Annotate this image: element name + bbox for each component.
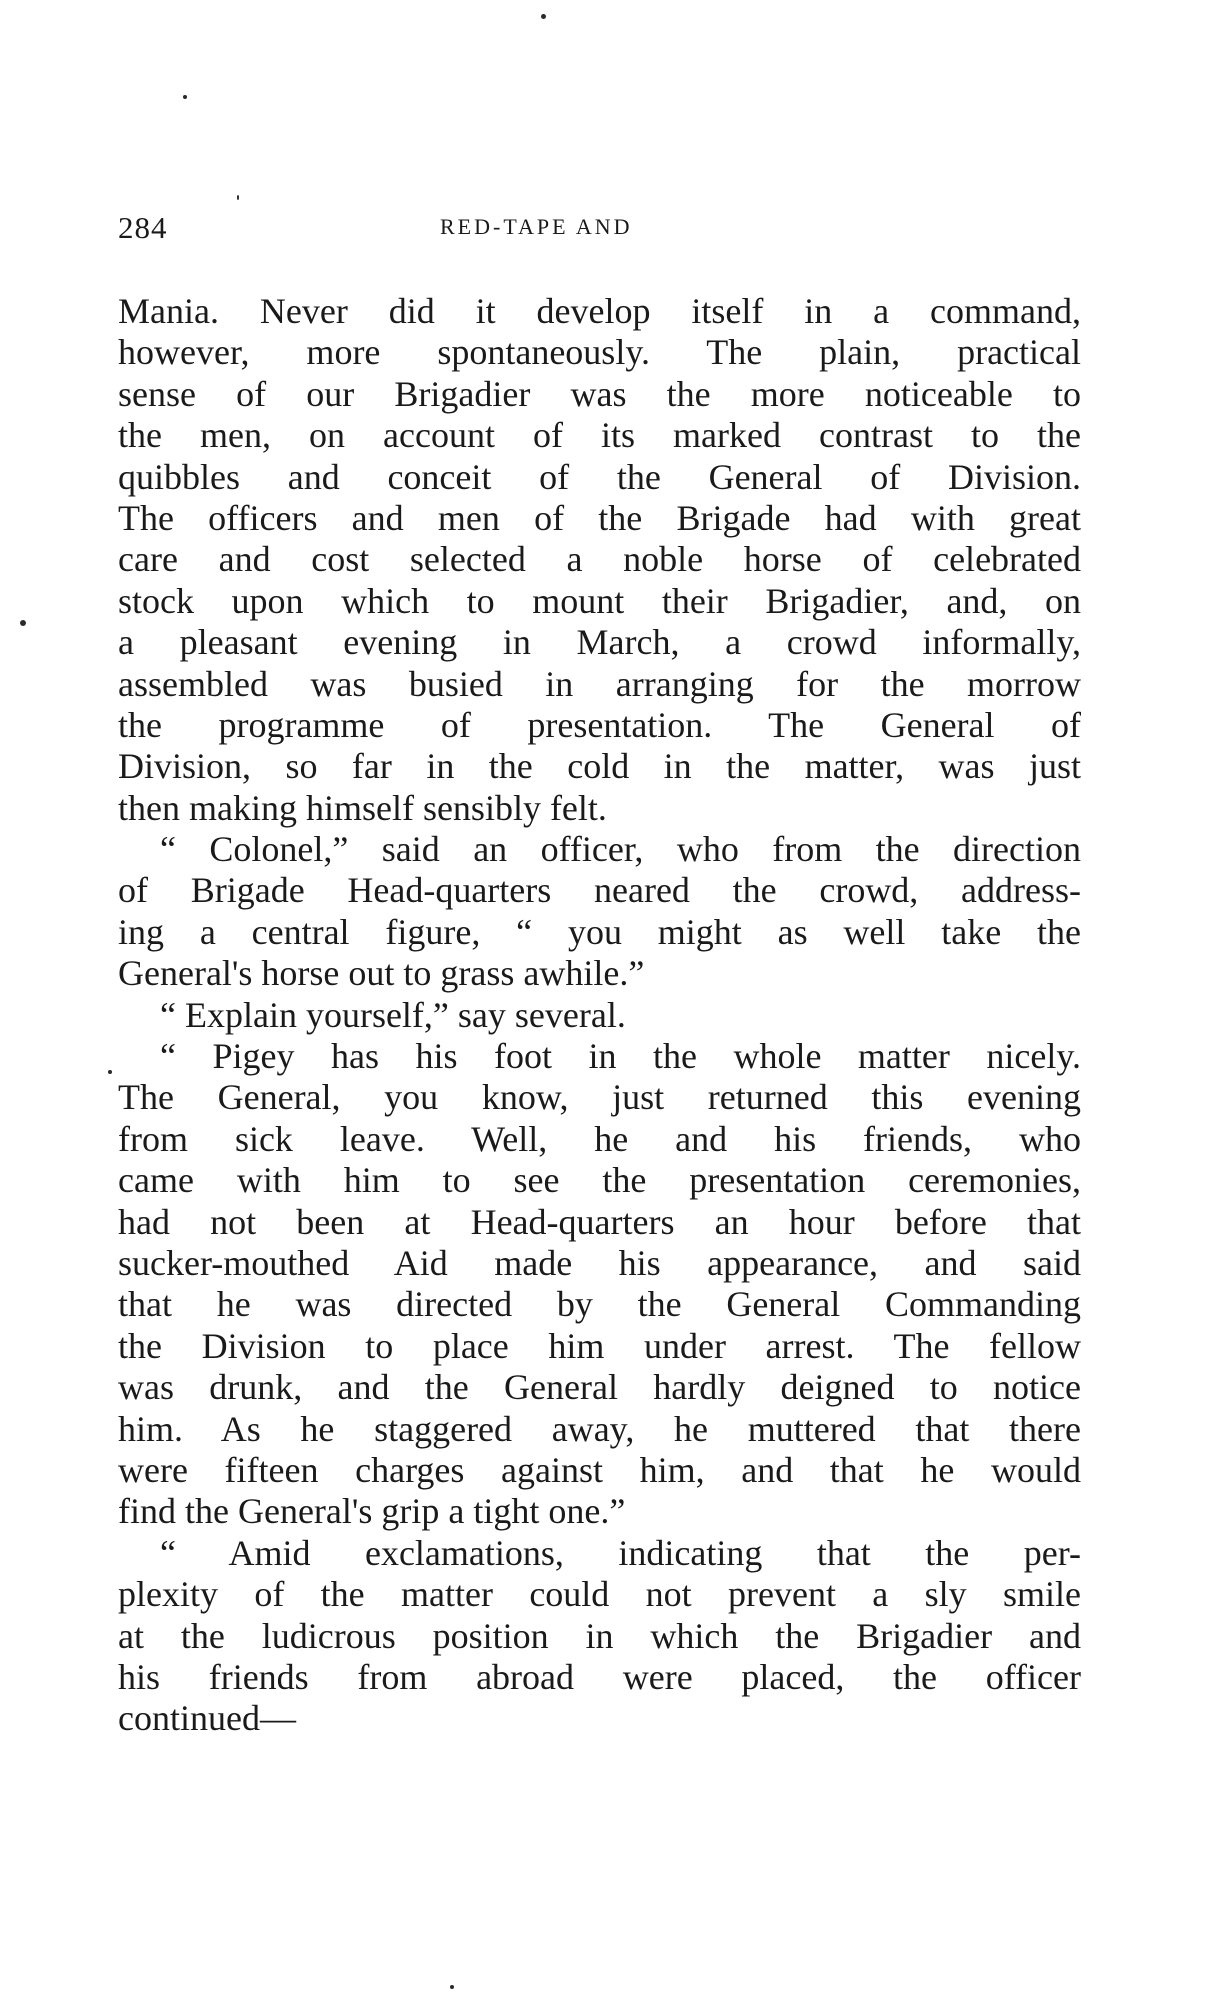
ink-speck [20, 620, 26, 626]
text-line: was drunk, and the General hardly deigned to notice [118, 1367, 1081, 1408]
text-line: however, more spontaneously. The plain, practical [118, 332, 1081, 373]
text-line: “ Explain yourself,” say several. [160, 994, 626, 1035]
text-line: the Division to place him under arrest. The fellow [118, 1325, 1081, 1366]
text-line: from sick leave. Well, he and his friends, who [118, 1118, 1081, 1159]
text-line: stock upon which to mount their Brigadier, and, on [118, 580, 1081, 621]
text-line: then making himself sensibly felt. [118, 787, 607, 828]
running-title: RED-TAPE AND [440, 214, 633, 239]
text-line: assembled was busied in arranging for the morrow [118, 663, 1081, 704]
text-line: had not been at Head-quarters an hour before that [118, 1201, 1081, 1242]
text-line: “ Colonel,” said an officer, who from the direction [160, 829, 1081, 870]
text-line: ing a central figure, “ you might as well take the [118, 911, 1081, 952]
ink-speck [541, 14, 546, 19]
page-number: 284 [118, 210, 168, 245]
text-line: General's horse out to grass awhile.” [118, 953, 645, 994]
text-line: The officers and men of the Brigade had with great [118, 497, 1081, 538]
text-line: sucker-mouthed Aid made his appearance, and said [118, 1242, 1081, 1283]
text-line: find the General's grip a tight one.” [118, 1491, 626, 1532]
text-line: him. As he staggered away, he muttered that there [118, 1408, 1081, 1449]
text-line: the men, on account of its marked contrast to the [118, 415, 1081, 456]
text-line: at the ludicrous position in which the Brigadier and [118, 1615, 1081, 1656]
text-line: a pleasant evening in March, a crowd informally, [118, 622, 1081, 663]
text-line: “ Pigey has his foot in the whole matter nicely. [160, 1036, 1081, 1077]
text-line: “ Amid exclamations, indicating that the per- [160, 1532, 1081, 1573]
ink-speck [237, 195, 239, 200]
text-line: quibbles and conceit of the General of Division. [118, 456, 1081, 497]
text-line: were fifteen charges against him, and that he would [118, 1449, 1081, 1490]
text-line: plexity of the matter could not prevent a sly smile [118, 1574, 1081, 1615]
text-line: came with him to see the presentation ceremonies, [118, 1160, 1081, 1201]
running-head [118, 210, 1078, 250]
text-line: care and cost selected a noble horse of celebrated [118, 539, 1081, 580]
ink-speck [108, 1070, 112, 1074]
ink-speck [183, 95, 187, 99]
text-line: his friends from abroad were placed, the officer [118, 1656, 1081, 1697]
text-line: sense of our Brigadier was the more noticeable to [118, 373, 1081, 414]
text-line: that he was directed by the General Commanding [118, 1284, 1081, 1325]
text-line: continued— [118, 1698, 296, 1739]
text-line: of Brigade Head-quarters neared the crowd, address- [118, 870, 1081, 911]
body-text [118, 291, 1081, 1740]
text-line: the programme of presentation. The General of [118, 704, 1081, 745]
text-line: Mania. Never did it develop itself in a command, [118, 291, 1081, 331]
ink-speck [450, 1985, 454, 1989]
text-line: The General, you know, just returned this evening [118, 1077, 1081, 1118]
text-line: Division, so far in the cold in the matter, was just [118, 746, 1081, 787]
